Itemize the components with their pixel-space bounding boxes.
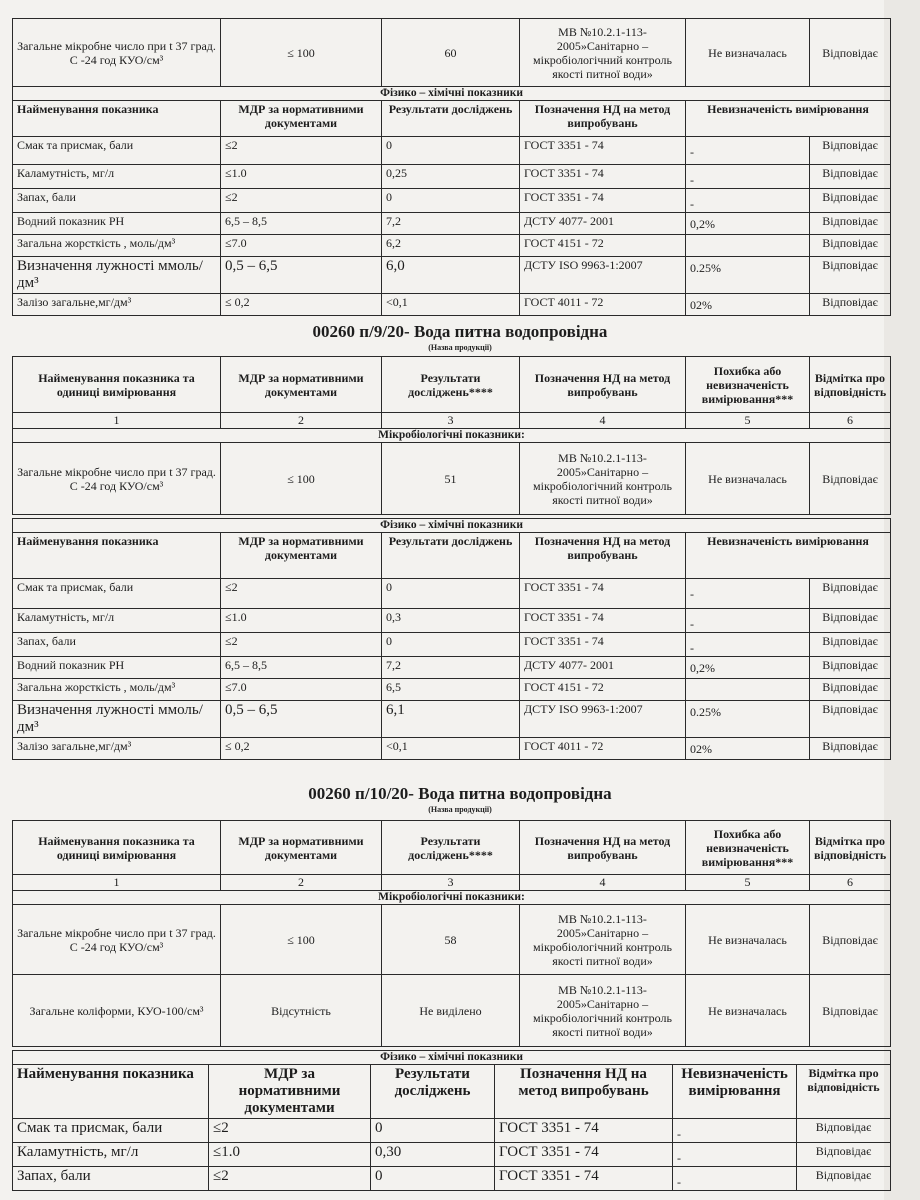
s2-subtitle: (Назва продукції) [428,343,492,352]
cell-result: 6,5 [382,679,520,701]
cell-result: 6,0 [382,257,520,294]
cell-method: ДСТУ 4077- 2001 [520,213,686,235]
cell-result: 7,2 [382,657,520,679]
cell-uncertainty: - [686,189,810,213]
s3-rows [13,1119,891,1191]
cell-result: <0,1 [382,738,520,760]
cell-mdr: ≤1.0 [209,1143,371,1167]
section-label: Фізико – хімічні показники [13,1051,891,1065]
cell-mdr: ≤7.0 [221,235,382,257]
cell-method: МВ №10.2.1-113-2005»Санітарно – мікробіологічний контроль якості питної води» [520,19,686,87]
table-row [13,905,891,975]
cell-name: Водний показник РН [13,657,221,679]
cell-name: Загальна жорсткість , моль/дм³ [13,679,221,701]
header-name: Найменування показника та одиниці вимірювання [13,821,221,875]
cell-uncertainty: Не визначалась [686,905,810,975]
header-row [13,533,891,579]
cell-name: Запах, бали [13,1167,209,1191]
cell-mark: Відповідає [810,657,891,679]
header-uncertainty: Невизначеність вимірювання [673,1065,797,1119]
table-row [13,443,891,515]
cell-uncertainty: 02% [686,294,810,316]
cell-uncertainty: - [686,579,810,609]
cell-mdr: ≤ 0,2 [221,738,382,760]
col-number: 2 [221,413,382,429]
cell-method: ГОСТ 3351 - 74 [520,633,686,657]
s1-phys-table [12,86,891,316]
cell-uncertainty: - [686,609,810,633]
cell-name: Смак та присмак, бали [13,1119,209,1143]
header-mdr: МДР за нормативними документами [221,101,382,137]
s1-micro-table [12,18,891,87]
header-result: Результати досліджень**** [382,821,520,875]
header-mdr: МДР за нормативними документами [221,357,382,413]
cell-name: Залізо загальне,мг/дм³ [13,738,221,760]
cell-name: Визначення лужності ммоль/дм³ [13,257,221,294]
cell-mark: Відповідає [810,189,891,213]
s2-phys-table [12,518,891,760]
cell-name: Запах, бали [13,189,221,213]
header-method: Позначення НД на метод випробувань [520,101,686,137]
cell-result: 0 [371,1167,495,1191]
header-row [13,357,891,413]
section-label-row [13,87,891,101]
col-number: 3 [382,875,520,891]
cell-name: Каламутність, мг/л [13,165,221,189]
s3-micro-table [12,820,891,1047]
cell-mdr: ≤ 100 [221,19,382,87]
cell-mdr: ≤ 0,2 [221,294,382,316]
header-row [13,821,891,875]
cell-mdr: ≤2 [221,579,382,609]
cell-mark: Відповідає [810,609,891,633]
header-mark: Відмітка про відповідність [810,357,891,413]
cell-mdr: ≤1.0 [221,165,382,189]
cell-method: ГОСТ 3351 - 74 [520,189,686,213]
cell-mark: Відповідає [810,975,891,1047]
cell-mark: Відповідає [810,679,891,701]
cell-method: ГОСТ 4011 - 72 [520,294,686,316]
table-row [13,1167,891,1191]
cell-uncertainty: 0,2% [686,657,810,679]
cell-mark: Відповідає [797,1167,891,1191]
s3-subtitle: (Назва продукції) [428,805,492,814]
table-row [13,137,891,165]
cell-name: Загальна жорсткість , моль/дм³ [13,235,221,257]
header-name: Найменування показника та одиниці вимірювання [13,357,221,413]
section-label: Фізико – хімічні показники [13,87,891,101]
cell-name: Каламутність, мг/л [13,1143,209,1167]
table-row [13,1119,891,1143]
cell-method: ГОСТ 3351 - 74 [520,165,686,189]
cell-uncertainty: 0.25% [686,257,810,294]
header-result: Результати досліджень [371,1065,495,1119]
table-row [13,189,891,213]
header-method: Позначення НД на метод випробувань [520,533,686,579]
cell-mark: Відповідає [810,905,891,975]
cell-uncertainty: Не визначалась [686,19,810,87]
section-label-row [13,519,891,533]
header-mark: Відмітка про відповідність [797,1065,891,1119]
s2-rows [13,579,891,760]
table-row [13,19,891,87]
cell-result: 51 [382,443,520,515]
header-name: Найменування показника [13,1065,209,1119]
cell-result: 7,2 [382,213,520,235]
cell-result: 0,25 [382,165,520,189]
header-method: Позначення НД на метод випробувань [520,357,686,413]
cell-name: Загальне мікробне число при t 37 град. С -24 год КУО/см³ [13,905,221,975]
col-number: 1 [13,413,221,429]
s2-title: 00260 п/9/20- Вода питна водопровідна [312,322,608,341]
cell-mdr: ≤ 100 [221,443,382,515]
cell-mdr: 0,5 – 6,5 [221,257,382,294]
col-number: 5 [686,413,810,429]
header-name: Найменування показника [13,533,221,579]
cell-uncertainty: 0,2% [686,213,810,235]
cell-name: Водний показник РН [13,213,221,235]
section-label-row [13,891,891,905]
cell-method: МВ №10.2.1-113-2005»Санітарно – мікробіологічний контроль якості питної води» [520,443,686,515]
s3-title: 00260 п/10/20- Вода питна водопровідна [308,784,612,803]
cell-name: Залізо загальне,мг/дм³ [13,294,221,316]
cell-method: МВ №10.2.1-113-2005»Санітарно – мікробіологічний контроль якості питної води» [520,905,686,975]
cell-name: Загальне коліформи, КУО-100/см³ [13,975,221,1047]
cell-uncertainty: - [673,1167,797,1191]
col-number: 4 [520,875,686,891]
cell-uncertainty [686,235,810,257]
col-number: 5 [686,875,810,891]
cell-mdr: ≤1.0 [221,609,382,633]
cell-name: Загальне мікробне число при t 37 град. С -24 год КУО/см³ [13,19,221,87]
header-uncertainty: Похибка або невизначеність вимірювання*** [686,821,810,875]
header-uncertainty: Невизначеність вимірювання [686,533,891,579]
cell-method: ДСТУ ISO 9963-1:2007 [520,257,686,294]
col-number: 6 [810,875,891,891]
cell-mdr: 6,5 – 8,5 [221,213,382,235]
cell-uncertainty: 0.25% [686,701,810,738]
section-label-row [13,1051,891,1065]
cell-result: Не виділено [382,975,520,1047]
table-row [13,738,891,760]
cell-mdr: ≤2 [221,189,382,213]
cell-mark: Відповідає [810,579,891,609]
table-row [13,609,891,633]
cell-method: ГОСТ 4011 - 72 [520,738,686,760]
header-mdr: МДР за нормативними документами [209,1065,371,1119]
header-result: Результати досліджень**** [382,357,520,413]
cell-result: 0 [382,137,520,165]
cell-mark: Відповідає [810,137,891,165]
cell-method: ГОСТ 3351 - 74 [495,1143,673,1167]
col-number: 6 [810,413,891,429]
col-number: 2 [221,875,382,891]
cell-uncertainty: - [673,1143,797,1167]
cell-mark: Відповідає [810,701,891,738]
table-row [13,679,891,701]
cell-method: МВ №10.2.1-113-2005»Санітарно – мікробіологічний контроль якості питної води» [520,975,686,1047]
cell-method: ГОСТ 3351 - 74 [520,579,686,609]
cell-uncertainty: - [686,137,810,165]
cell-name: Каламутність, мг/л [13,609,221,633]
cell-mdr: ≤2 [221,633,382,657]
cell-uncertainty: Не визначалась [686,443,810,515]
cell-mark: Відповідає [810,235,891,257]
cell-result: 0 [371,1119,495,1143]
cell-method: ГОСТ 3351 - 74 [495,1119,673,1143]
s1-rows [13,137,891,316]
cell-method: ДСТУ ISO 9963-1:2007 [520,701,686,738]
table-row [13,701,891,738]
cell-mdr: ≤2 [209,1167,371,1191]
col-number: 3 [382,413,520,429]
cell-mdr: 6,5 – 8,5 [221,657,382,679]
table-row [13,975,891,1047]
cell-mark: Відповідає [810,213,891,235]
header-uncertainty: Невизначеність вимірювання [686,101,891,137]
header-method: Позначення НД на метод випробувань [520,821,686,875]
header-row [13,101,891,137]
cell-mark: Відповідає [810,19,891,87]
cell-mark: Відповідає [797,1143,891,1167]
cell-uncertainty [686,679,810,701]
cell-method: ГОСТ 4151 - 72 [520,235,686,257]
cell-name: Визначення лужності ммоль/дм³ [13,701,221,738]
table-row [13,213,891,235]
cell-uncertainty: 02% [686,738,810,760]
cell-result: 60 [382,19,520,87]
cell-result: 0 [382,579,520,609]
table-row [13,1143,891,1167]
cell-result: 6,2 [382,235,520,257]
column-number-row [13,413,891,429]
header-method: Позначення НД на метод випробувань [495,1065,673,1119]
cell-mdr: ≤7.0 [221,679,382,701]
cell-uncertainty: Не визначалась [686,975,810,1047]
section-label: Мікробіологічні показники: [13,429,891,443]
cell-result: 0 [382,189,520,213]
cell-uncertainty: - [673,1119,797,1143]
table-row [13,165,891,189]
table-row [13,579,891,609]
cell-name: Смак та присмак, бали [13,137,221,165]
cell-uncertainty: - [686,633,810,657]
s2-micro-table [12,356,891,515]
cell-mark: Відповідає [810,443,891,515]
cell-mark: Відповідає [810,257,891,294]
section-label: Фізико – хімічні показники [13,519,891,533]
header-mark: Відмітка про відповідність [810,821,891,875]
table-row [13,257,891,294]
header-result: Результати досліджень [382,533,520,579]
cell-result: 0 [382,633,520,657]
cell-method: ГОСТ 3351 - 74 [495,1167,673,1191]
section-label-row [13,429,891,443]
table-row [13,294,891,316]
header-mdr: МДР за нормативними документами [221,821,382,875]
col-number: 1 [13,875,221,891]
column-number-row [13,875,891,891]
cell-method: ГОСТ 3351 - 74 [520,137,686,165]
header-result: Результати досліджень [382,101,520,137]
col-number: 4 [520,413,686,429]
cell-name: Смак та присмак, бали [13,579,221,609]
cell-mdr: 0,5 – 6,5 [221,701,382,738]
cell-mdr: ≤2 [209,1119,371,1143]
cell-mark: Відповідає [810,165,891,189]
cell-mark: Відповідає [810,633,891,657]
cell-uncertainty: - [686,165,810,189]
cell-mark: Відповідає [797,1119,891,1143]
cell-mark: Відповідає [810,294,891,316]
cell-result: <0,1 [382,294,520,316]
table-row [13,235,891,257]
cell-mdr: ≤2 [221,137,382,165]
cell-name: Запах, бали [13,633,221,657]
table-row [13,633,891,657]
cell-mdr: Відсутність [221,975,382,1047]
header-name: Найменування показника [13,101,221,137]
section-label: Мікробіологічні показники: [13,891,891,905]
cell-name: Загальне мікробне число при t 37 град. С -24 год КУО/см³ [13,443,221,515]
cell-method: ГОСТ 4151 - 72 [520,679,686,701]
header-mdr: МДР за нормативними документами [221,533,382,579]
header-row [13,1065,891,1119]
cell-mdr: ≤ 100 [221,905,382,975]
cell-result: 0,30 [371,1143,495,1167]
cell-result: 58 [382,905,520,975]
cell-method: ДСТУ 4077- 2001 [520,657,686,679]
table-row [13,657,891,679]
s3-phys-table [12,1050,891,1191]
cell-result: 0,3 [382,609,520,633]
header-uncertainty: Похибка або невизначеність вимірювання*** [686,357,810,413]
cell-result: 6,1 [382,701,520,738]
cell-mark: Відповідає [810,738,891,760]
cell-method: ГОСТ 3351 - 74 [520,609,686,633]
